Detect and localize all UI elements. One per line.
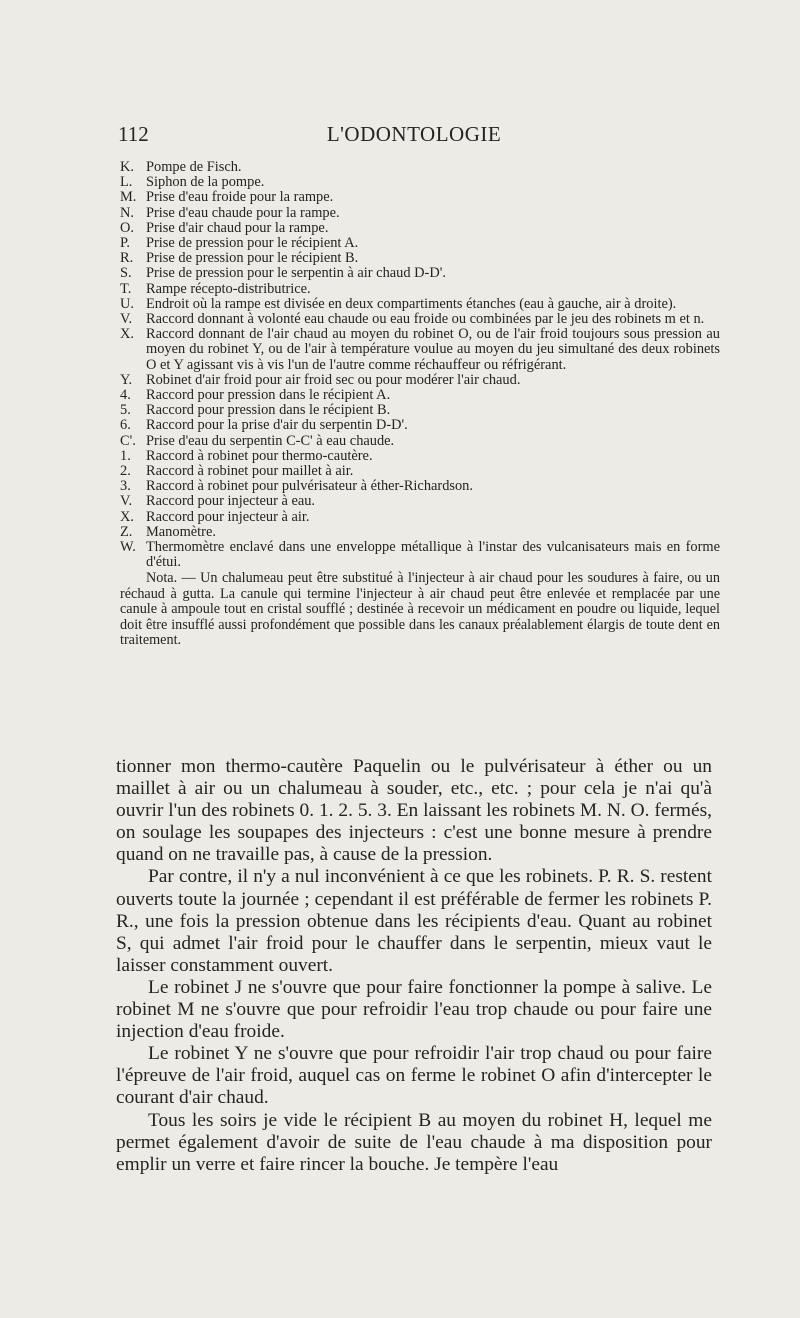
legend-text: Siphon de la pompe.	[146, 174, 265, 191]
legend-entry	[120, 206, 720, 221]
legend-entry	[120, 464, 720, 479]
legend-key: 6.	[120, 417, 131, 434]
legend-text: Raccord pour pression dans le récipient B.	[146, 402, 391, 419]
legend-entry	[120, 434, 720, 449]
legend-key: N.	[120, 204, 134, 221]
legend-entry	[120, 403, 720, 418]
legend-entry	[120, 540, 720, 570]
page-header	[118, 122, 710, 150]
paragraph: Le robinet Y ne s'ouvre que pour refroidir l'air trop chaud ou pour faire l'épreuve de l'air froid, auquel cas on ferme le robinet O afin d'intercepter le courant d'air chaud.	[116, 1043, 712, 1109]
legend-key: Y.	[120, 371, 133, 388]
legend-key: V.	[120, 311, 133, 328]
legend-text: Raccord pour injecteur à air.	[146, 508, 310, 525]
legend-text: Prise d'eau froide pour la rampe.	[146, 189, 334, 206]
legend-entry	[120, 175, 720, 190]
running-title: L'ODONTOLOGIE	[326, 122, 502, 146]
legend-entry	[120, 190, 720, 205]
legend-key: W.	[120, 539, 136, 556]
legend-text: Prise d'eau chaude pour la rampe.	[146, 204, 340, 221]
legend-key: V.	[120, 493, 133, 510]
body-text	[116, 756, 712, 1176]
legend-key: O.	[120, 219, 134, 236]
paragraph: Le robinet J ne s'ouvre que pour faire fonctionner la pompe à salive. Le robinet M ne s'ouvre que pour refroidir l'eau trop chaude ou pour faire une injection d'eau froide.	[116, 976, 712, 1043]
legend-text: Raccord à robinet pour maillet à air.	[146, 463, 354, 480]
legend-text: Thermomètre enclavé dans une enveloppe métallique à l'instar des vulcanisateurs mais en forme d'étui.	[146, 539, 720, 571]
legend-entry	[120, 373, 720, 388]
legend-text: Prise de pression pour le récipient B.	[146, 250, 359, 267]
legend-entry	[120, 236, 720, 251]
legend-text: Raccord pour injecteur à eau.	[146, 493, 316, 510]
legend-entry	[120, 221, 720, 236]
legend-key: L.	[120, 174, 133, 191]
legend-key: 2.	[120, 463, 131, 480]
legend-text: Robinet d'air froid pour air froid sec ou pour modérer l'air chaud.	[146, 371, 521, 388]
legend-text: Raccord à robinet pour pulvérisateur à éther-Richardson.	[146, 478, 473, 495]
legend-text: Prise d'eau du serpentin C-C' à eau chaude.	[146, 432, 395, 449]
legend-key: 4.	[120, 387, 131, 404]
legend-entry	[120, 160, 720, 175]
legend-entry	[120, 282, 720, 297]
legend-text: Prise de pression pour le serpentin à air chaud D-D'.	[146, 265, 446, 282]
legend-entry	[120, 251, 720, 266]
legend-key: M.	[120, 189, 137, 206]
legend-text: Manomètre.	[146, 523, 216, 540]
legend-key: P.	[120, 235, 131, 252]
legend-text: Pompe de Fisch.	[146, 159, 242, 175]
legend-text: Raccord pour la prise d'air du serpentin D-D'.	[146, 417, 408, 434]
legend-entry	[120, 388, 720, 403]
page-number: 112	[118, 122, 149, 146]
legend-key: 5.	[120, 402, 131, 419]
legend-key: X.	[120, 326, 134, 343]
figure-legend	[120, 160, 720, 649]
legend-text: Raccord donnant de l'air chaud au moyen du robinet O, ou de l'air froid toujours sous pression au moyen du robinet Y, ou de l'air à température voulue au moyen du jeu simultané des deux robinets O et Y agissant vis à vis l'un de l'autre comme réchauffeur ou réfrigérant.	[146, 326, 720, 373]
paragraph: tionner mon thermo-cautère Paquelin ou le pulvérisateur à éther ou un maillet à air ou un chalumeau à souder, etc., etc. ; pour cela je n'ai qu'à ouvrir l'un des robinets 0. 1. 2. 5. 3. En laissant les robinets M. N. O. fermés, on soulage les soupapes des injecteurs : c'est une bonne mesure à prendre quand on ne travaille pas, à cause de la pression.	[116, 756, 712, 866]
legend-key: Z.	[120, 523, 133, 540]
legend-entry	[120, 494, 720, 509]
legend-text: Prise de pression pour le récipient A.	[146, 235, 359, 252]
legend-key: U.	[120, 295, 134, 312]
legend-key: 1.	[120, 447, 131, 464]
legend-entry	[120, 327, 720, 373]
legend-text: Prise d'air chaud pour la rampe.	[146, 219, 329, 236]
paragraph: Par contre, il n'y a nul inconvénient à ce que les robinets. P. R. S. restent ouverts toute la journée ; cependant il est préférable de fermer les robinets P. R., une fois la pression obtenue dans les récipients d'eau. Quant au robinet S, qui admet l'air froid pour le chauffer dans le serpentin, mieux vaut le laisser constamment ouvert.	[116, 866, 712, 976]
legend-entry	[120, 312, 720, 327]
legend-entry	[120, 297, 720, 312]
legend-entry	[120, 266, 720, 281]
legend-note: Nota. — Un chalumeau peut être substitué à l'injecteur à air chaud pour les soudures à faire, ou un réchaud à gutta. La canule qui termine l'injecteur à air chaud peut être enlevée et remplacée par une canule à ampoule tout en cristal soufflé ; destinée à recevoir un médicament en poudre ou liquide, lequel doit être insufflé aussi profondément que possible dans les canaux préalablement élargis de toute dent en traitement.	[120, 570, 720, 649]
legend-key: T.	[120, 280, 132, 297]
legend-key: K.	[120, 159, 134, 175]
legend-entry	[120, 525, 720, 540]
legend-key: R.	[120, 250, 134, 267]
legend-entry	[120, 449, 720, 464]
legend-key: 3.	[120, 478, 131, 495]
legend-key: X.	[120, 508, 134, 525]
legend-text: Raccord à robinet pour thermo-cautère.	[146, 447, 373, 464]
legend-entry	[120, 510, 720, 525]
legend-entry	[120, 418, 720, 433]
legend-key: C'.	[120, 432, 136, 449]
legend-text: Raccord donnant à volonté eau chaude ou eau froide ou combinées par le jeu des robinets m et n.	[146, 311, 705, 328]
legend-key: S.	[120, 265, 132, 282]
paragraph: Tous les soirs je vide le récipient B au moyen du robinet H, lequel me permet également d'avoir de suite de l'eau chaude à ma disposition pour emplir un verre et faire rincer la bouche. Je tempère l'eau	[116, 1109, 712, 1175]
legend-entry	[120, 479, 720, 494]
legend-text: Rampe récepto-distributrice.	[146, 280, 311, 297]
legend-text: Raccord pour pression dans le récipient A.	[146, 387, 391, 404]
legend-text: Endroit où la rampe est divisée en deux compartiments étanches (eau à gauche, air à droite).	[146, 295, 677, 312]
